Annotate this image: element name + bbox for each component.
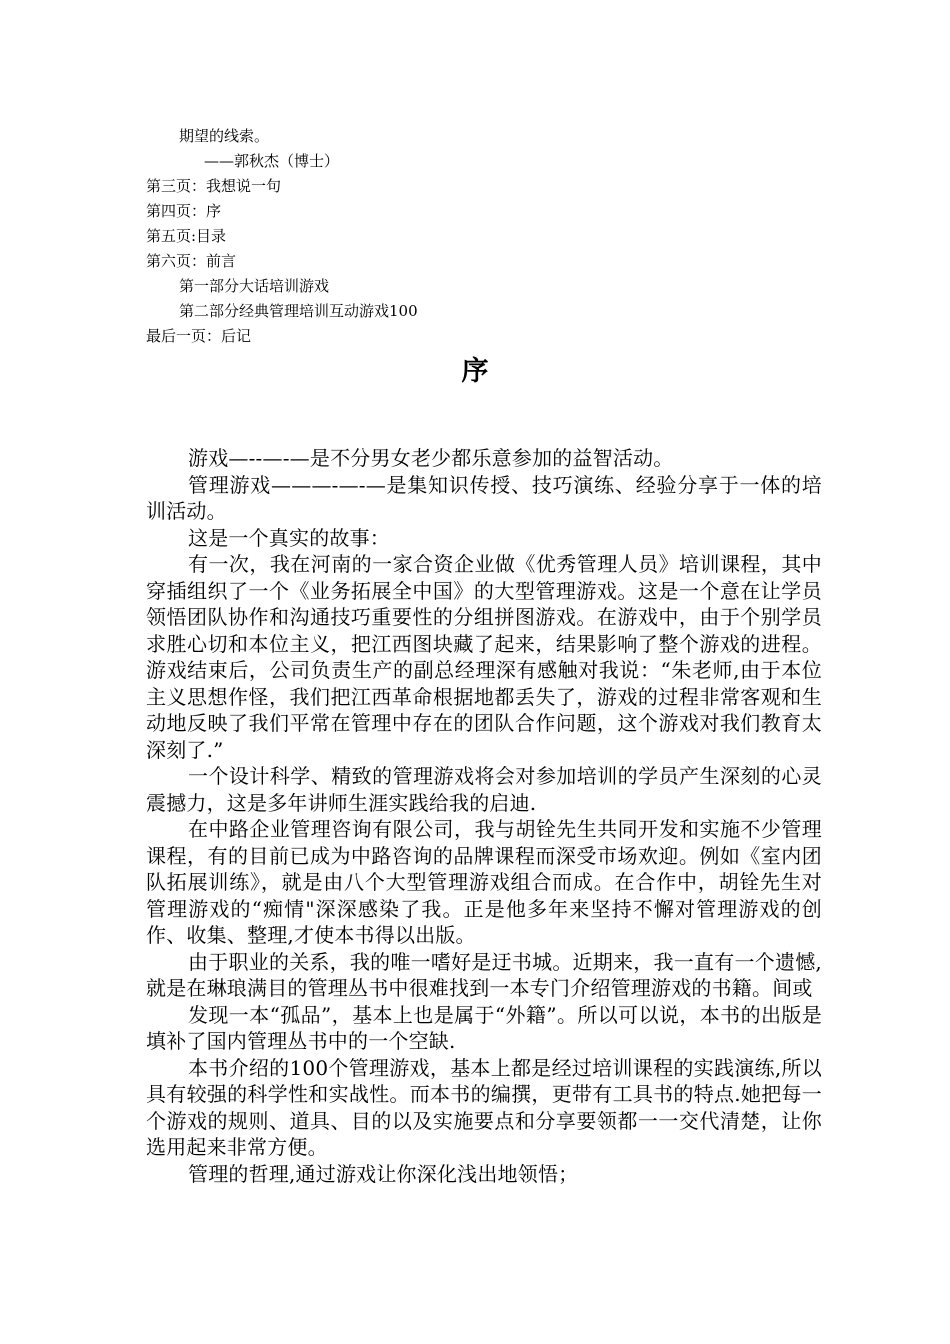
section-title: 序 — [461, 356, 489, 387]
paragraph: 一个设计科学、精致的管理游戏将会对参加培训的学员产生深刻的心灵震撼力，这是多年讲师生涯实践给我的启迪. — [146, 764, 822, 815]
preface-body — [146, 445, 822, 1187]
paragraph: 发现一本“孤品”，基本上也是属于“外籍”。所以可以说，本书的出版是填补了国内管理丛书中的一个空缺. — [146, 1002, 822, 1053]
paragraph: 有一次，我在河南的一家合资企业做《优秀管理人员》培训课程，其中穿插组织了一个《业务拓展全中国》的大型管理游戏。这是一个意在让学员领悟团队协作和沟通技巧重要性的分组拼图游戏。在游戏中，由于个别学员求胜心切和本位主义，把江西图块藏了起来，结果影响了整个游戏的进程。游戏结束后，公司负责生产的副总经理深有感触对我说：“朱老师,由于本位主义思想作怪，我们把江西革命根据地都丢失了，游戏的过程非常客观和生动地反映了我们平常在管理中存在的团队合作问题，这个游戏对我们教育太深刻了.” — [146, 552, 822, 762]
paragraph: 由于职业的关系，我的唯一嗜好是迂书城。近期来，我一直有一个遗憾,就是在琳琅满目的管理丛书中很难找到一本专门介绍管理游戏的书籍。间或 — [146, 949, 822, 1000]
toc-line-page5: 第五页:目录 — [146, 227, 227, 245]
paragraph: 管理的哲理,通过游戏让你深化浅出地领悟； — [188, 1161, 579, 1186]
paragraph: 本书介绍的100个管理游戏，基本上都是经过培训课程的实践演练,所以具有较强的科学性和实战性。而本书的编撰，更带有工具书的特点.她把每一个游戏的规则、道具、目的以及实施要点和分享要领都一一交代清楚，让你选用起来非常方便。 — [146, 1055, 822, 1159]
toc-line-part2: 第二部分经典管理培训互动游戏100 — [179, 302, 418, 320]
toc-line-page3: 第三页：我想说一句 — [146, 177, 282, 195]
paragraph: 在中路企业管理咨询有限公司，我与胡铨先生共同开发和实施不少管理课程，有的目前已成为中路咨询的品牌课程而深受市场欢迎。例如《室内团队拓展训练》，就是由八个大型管理游戏组合而成。在合作中，胡铨先生对管理游戏的“痴情"深深感染了我。正是他多年来坚持不懈对管理游戏的创作、收集、整理,才使本书得以出版。 — [146, 817, 822, 947]
paragraph: 这是一个真实的故事： — [188, 525, 390, 550]
toc-line-author: ——郭秋杰（博士） — [204, 152, 340, 170]
table-of-contents — [146, 124, 846, 349]
toc-line-part1: 第一部分大话培训游戏 — [179, 277, 330, 295]
paragraph: 管理游戏———-—-—是集知识传授、技巧演练、经验分享于一体的培训活动。 — [146, 472, 822, 523]
toc-line-expectation: 期望的线索。 — [179, 127, 270, 145]
paragraph: 游戏—--—-—是不分男女老少都乐意参加的益智活动。 — [188, 446, 674, 470]
toc-line-last-page: 最后一页：后记 — [146, 327, 252, 345]
toc-line-page4: 第四页：序 — [146, 202, 222, 220]
toc-line-page6: 第六页：前言 — [146, 252, 237, 270]
